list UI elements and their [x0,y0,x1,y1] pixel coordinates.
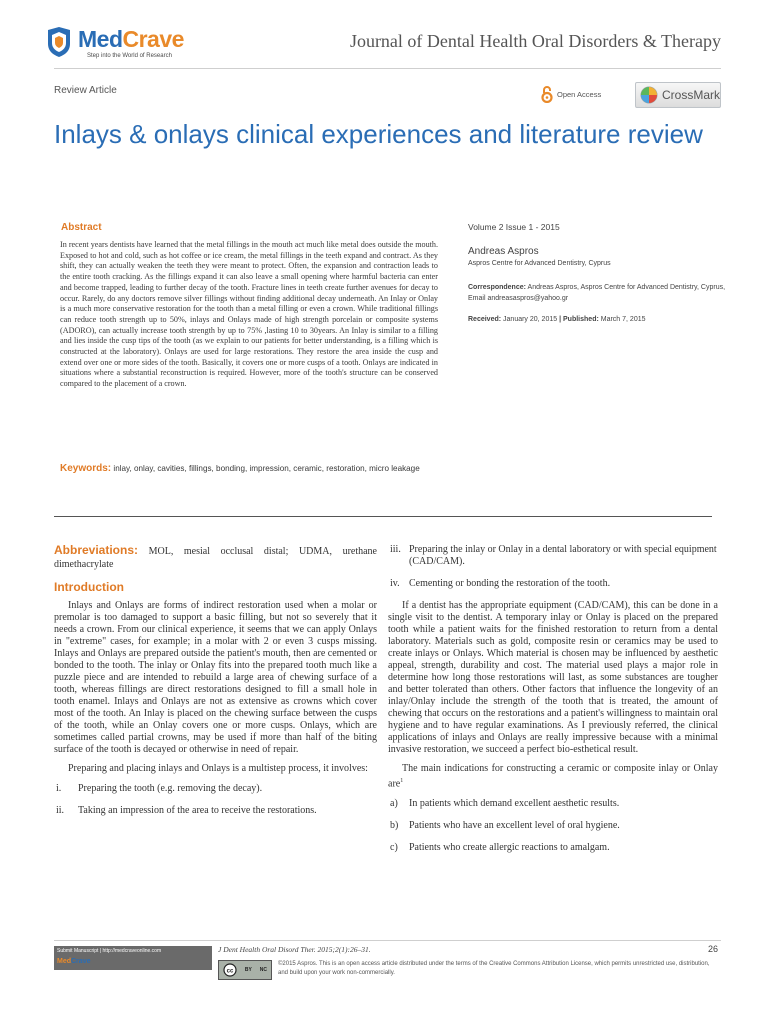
introduction-heading: Introduction [54,580,124,594]
open-access-badge[interactable] [541,84,601,104]
abstract-heading: Abstract [61,222,102,233]
intro-paragraph-2: Preparing and placing inlays and Onlays is a multistep process, it involves: [68,763,368,774]
abbreviations [54,544,377,571]
open-access-label: Open Access [557,89,602,99]
list-item [54,805,377,817]
list-item-number: c) [390,842,398,854]
citation: J Dent Health Oral Disord Ther. 2015;2(1):26–31. [218,945,371,954]
svg-text:cc: cc [226,968,234,975]
received-label: Received: [468,316,502,323]
list-item [388,798,718,810]
article-dates [468,316,728,323]
received-date: January 20, 2015 [503,316,558,323]
abbreviations-label: Abbreviations: [54,543,139,557]
submit-manuscript-text: Submit Manuscript | http://medcraveonline.com [57,948,162,954]
correspondence [468,282,728,304]
list-item [388,842,718,854]
right-paragraph-2 [388,763,718,790]
footer-logo [57,958,90,965]
medcrave-logo[interactable] [44,26,224,68]
crossmark-button[interactable] [635,82,721,108]
published-date: March 7, 2015 [600,316,646,323]
article-type: Review Article [54,85,117,96]
list-item [388,820,718,832]
journal-title: Journal of Dental Health Oral Disorders & Therapy [349,31,721,51]
article-meta [468,222,728,323]
list-item-text: Taking an impression of the area to receive the restorations. [78,805,317,816]
list-item-number: b) [390,820,399,832]
creative-commons-icon [223,963,237,977]
logo-wordmark [78,26,184,52]
license-text: ©2015 Aspros. This is an open access article distributed under the terms of the Creative Commons Attribution License, which permits unrestricted use, distribution, and build upon your work non-commercially. [278,961,710,976]
footer-logo-med: Med [57,958,71,965]
list-item-number: iii. [390,544,401,555]
footer-logo-crave: Crave [71,958,91,965]
cc-by-label: BY [244,967,252,973]
abstract-section [54,218,442,493]
steps-list-right [388,544,718,590]
keywords [60,463,438,474]
crossmark-icon [640,86,658,104]
crossmark-label: CrossMark [661,88,720,102]
correspondence-text: Andreas Aspros, Aspros Centre for Advanced Dentistry, Cyprus, Email andreasaspros@yahoo.gr [468,284,726,302]
body-left-column [54,544,377,827]
abbreviations-text: MOL, mesial occlusal distal; UDMA, urethane dimethacrylate [54,546,377,570]
list-item [54,783,377,795]
footer-divider [54,940,721,941]
correspondence-label: Correspondence: [468,284,526,291]
date-separator: | [559,316,562,323]
abstract-text: In recent years dentists have learned that the metal fillings in the mouth act much like metal does outside the mouth. Exposed to hot and cold, such as hot coffee or ice cream, the metal fillings in the teeth expand and contract. As they shift, they can actually weaken the teeth they were meant to protect. Often, the expansion and contraction leads to the entire tooth cracking. As the fillings expand it can also leave a small opening where harmful bacteria can enter and become trapped, leading to further decay of the tooth. Fracture lines in teeth create further avenues for decay to occur. Rarely, do any doctors remove silver fillings without finding additional decay underneath. An Inlay or Onlay is a much more conservative restoration for the tooth than a metal filling or even a crown. While traditional fillings can reduce tooth strength up to 50%, inlays and Onlays made of high strength porcelain or composite systems (ADORO), can actually increase tooth strength by up to 75% ,lasting 10 to 30years. An Inlay is similar to a filling and lies inside the cusp tips of the tooth (as we explain to our patients for better understanding, is a filling which is constructed at the laboratory). Onlays are used for large restorations. They restore the area inside the cusp and extend over one or more sides of the tooth. Basically, it covers one or more cusps of a tooth. Onlays are indicated in situations where a substantial reconstruction is required. However, more of the tooth's structure can be conserved compared to the placement of a crown. [60,240,438,389]
submit-manuscript-link[interactable] [54,946,212,970]
list-item [388,578,718,590]
intro-paragraph-1: Inlays and Onlays are forms of indirect restoration used when a molar or premolar is too damaged to support a basic filling, but not so severely that it needs a crown. From our clinical experience, it seems that we can apply Onlays in "extreme" cases, for example; in a molar with 2 or even 3 cusps missing. Inlays and Onlays are prepared outside the patient's mouth, then are cemented or bonded to the tooth. The inlay or Onlay fits into the prepared tooth much like a puzzle piece and are intended to rebuild a large area of chewing surface of a tooth, whereas fillings are direct restorations designed to fill a small hole in tooth enamel. Inlays and Onlays are not as extensive as crowns which cover most of the tooth. An Inlay is placed on the chewing surface between the cusps of the tooth, while an Onlay covers one or more cusps. Onlays, which are sometimes called partial crowns, may be used if more than half of the biting surface of the tooth is decayed or otherwise in need of repair. [54,600,377,755]
keywords-list: inlay, onlay, cavities, fillings, bonding, impression, ceramic, restoration, micro leakage [113,464,420,473]
list-item-text: Patients who create allergic reactions to amalgam. [409,842,610,854]
keywords-label: Keywords: [60,463,112,474]
list-item-number: iv. [390,578,400,589]
logo-med-text: Med [78,26,123,52]
list-item-text: Patients who have an excellent level of oral hygiene. [409,820,620,832]
right-paragraph-2-text: The main indications for constructing a ceramic or composite inlay or Onlay are [388,763,718,790]
page-footer [0,940,768,1024]
list-item-text: Cementing or bonding the restoration of the tooth. [409,578,611,589]
volume-issue: Volume 2 Issue 1 - 2015 [468,222,560,232]
list-item-text: Preparing the tooth (e.g. removing the decay). [78,783,263,794]
right-paragraph-1: If a dentist has the appropriate equipment (CAD/CAM), this can be done in a single visit to the dentist. A temporary inlay or Onlay is placed on the prepared tooth while a patient waits for the finished restoration to return from a dental laboratory. Materials such as gold, composite resin or ceramics may be used to create inlays or Onlays. Which material is chosen may be influenced by aesthetic appeal, strength, durability and cost. The material used plays a major role in determine how long those restorations will last, as some substances are tougher and better tolerated than others. Other factors that influence the longevity of an inlay/Onlay include the strength of the tooth that is treated, the amount of chewing that occurs on the restorations and a patient's willingness to maintain oral hygiene and to have regular examinations. As I previously referred, the clinical applications of inlays and Onlays are really impressive because with a minimal invasive restoration, we succeed a perfect bio-esthetical result. [388,600,718,755]
list-item-text: In patients which demand excellent aesthetic results. [409,798,620,810]
list-item [388,544,718,568]
author-affiliation: Aspros Centre for Advanced Dentistry, Cyprus [468,260,611,267]
article-title: Inlays & onlays clinical experiences and literature review [54,119,703,149]
section-divider [54,516,712,517]
logo-tagline: Step into the World of Research [87,53,172,59]
list-item-text: Preparing the inlay or Onlay in a dental laboratory or with special equipment (CAD/CAM). [409,544,717,567]
list-item-number: i. [56,783,62,794]
list-item-number: a) [390,798,398,810]
open-access-icon [541,85,553,103]
indications-list [388,798,718,854]
published-label: Published: [563,316,599,323]
medcrave-logo-icon [44,26,74,58]
cc-nc-label: NC [259,967,268,973]
reference-1[interactable]: 1 [400,778,404,784]
creative-commons-badge[interactable] [218,960,272,980]
author-name: Andreas Aspros [468,246,539,257]
page-number: 26 [708,944,719,954]
page-header [0,0,768,70]
steps-list-left [54,783,377,817]
header-divider [54,68,721,69]
logo-crave-text: Crave [122,26,184,52]
body-right-column [388,544,718,864]
list-item-number: ii. [56,805,65,816]
